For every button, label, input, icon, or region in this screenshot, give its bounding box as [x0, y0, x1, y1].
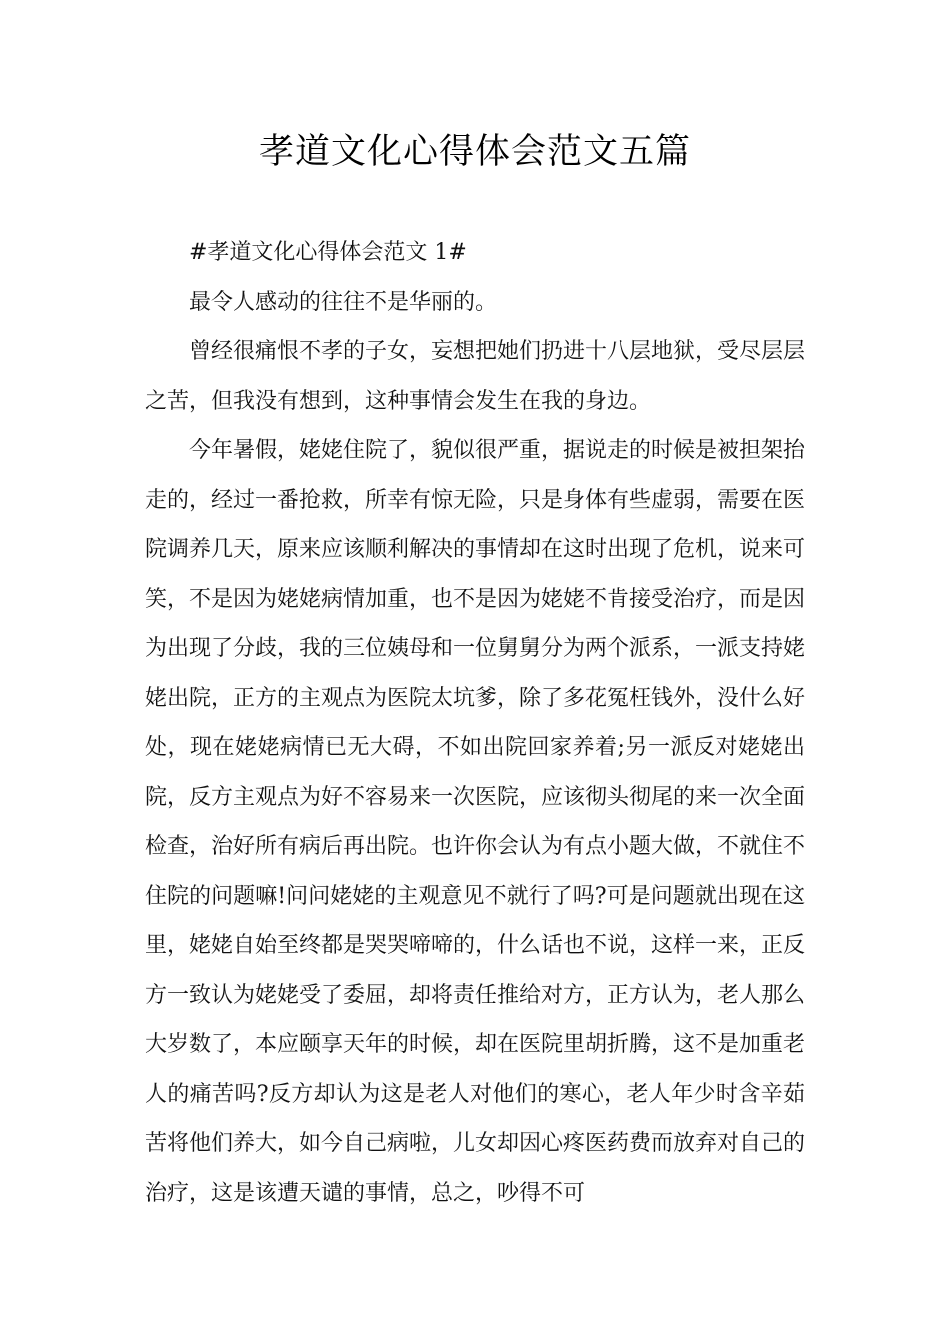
section-heading: #孝道文化心得体会范文 1# [189, 240, 467, 265]
paragraph-2: 曾经很痛恨不孝的子女，妄想把她们扔进十八层地狱，受尽层层之苦，但我没有想到，这种事情会发生在我的身边。 [145, 339, 806, 414]
document-title: 孝道文化心得体会范文五篇 [258, 132, 691, 172]
paragraph-1: 最令人感动的往往不是华丽的。 [189, 289, 498, 315]
paragraph-3: 今年暑假，姥姥住院了，貌似很严重，据说走的时候是被担架抬走的，经过一番抢救，所幸有惊无险，只是身体有些虚弱，需要在医院调养几天，原来应该顺利解决的事情却在这时出现了危机，说来可笑，不是因为姥姥病情加重，也不是因为姥姥不肯接受治疗，而是因为出现了分歧，我的三位姨母和一位舅舅分为两个派系，一派支持姥姥出院，正方的主观点为医院太坑爹，除了多花冤枉钱外，没什么好处，现在姥姥病情已无大碍，不如出院回家养着;另一派反对姥姥出院，反方主观点为好不容易来一次医院，应该彻头彻尾的来一次全面检查，治好所有病后再出院。也许你会认为有点小题大做，不就住不住院的问题嘛!问问姥姥的主观意见不就行了吗?可是问题就出现在这里，姥姥自始至终都是哭哭啼啼的，什么话也不说，这样一来，正反方一致认为姥姥受了委屈，却将责任推给对方，正方认为，老人那么大岁数了，本应颐享天年的时候，却在医院里胡折腾，这不是加重老人的痛苦吗?反方却认为这是老人对他们的寒心，老人年少时含辛茹苦将他们养大，如今自己病啦，儿女却因心疼医药费而放弃对自己的治疗，这是该遭天谴的事情，总之，吵得不可 [145, 438, 806, 1206]
document-body [145, 228, 805, 1218]
